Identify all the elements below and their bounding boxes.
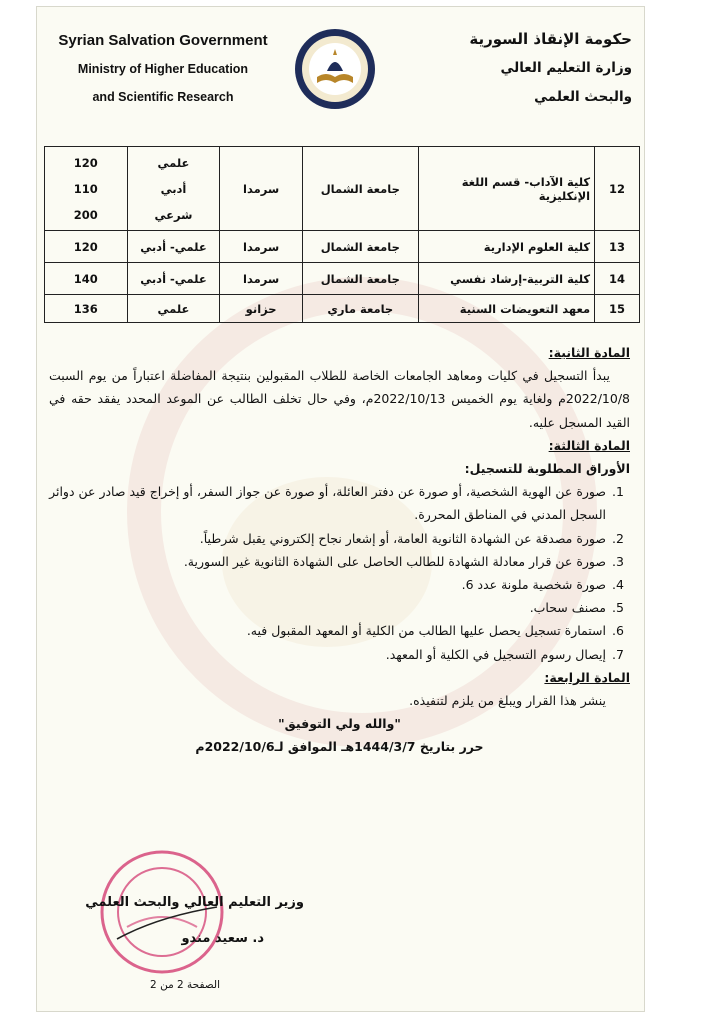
branch-types — [127, 295, 220, 323]
branch-types-line: علمي — [157, 301, 190, 316]
branch-types-line: شرعي — [154, 207, 193, 222]
city-name: سرمدا — [220, 147, 302, 231]
min-score-line: 120 — [73, 155, 98, 170]
en-ministry-name: Ministry of Higher Education — [77, 62, 249, 76]
article4-text: ينشر هذا القرار ويبلغ من يلزم لتنفيذه. — [409, 693, 606, 709]
list-item: 4. صورة شخصية ملونة عدد 6. — [49, 573, 608, 596]
arabic-letterhead — [402, 25, 632, 112]
article2-text: يبدأ التسجيل في كليات ومعاهد الجامعات الخاصة للطلاب المقبولين بنتيجة المفاضلة اعتباراً من يوم السبت 2022/10/8م ولغاية يوم الخميس 2022/10/13م، وفي حال تخلف الطالب عن الموعد المحدد يفقد حقه في القيد المسجل عليه. — [49, 368, 630, 430]
english-letterhead — [43, 27, 283, 111]
row-number: 14 — [595, 263, 640, 295]
min-score — [45, 295, 128, 323]
list-item: 6. استمارة تسجيل يحصل عليها الطالب من الكلية أو المعهد المقبول فيه. — [49, 619, 608, 642]
ministry-logo-icon — [293, 27, 377, 111]
faculty-name: كلية العلوم الإدارية — [418, 231, 594, 263]
university-name: جامعة الشمال — [302, 231, 418, 263]
decision-body — [49, 341, 630, 759]
en-ministry-name-cont: and Scientific Research — [92, 90, 234, 104]
faculty-name: معهد التعويضات السنية — [418, 295, 594, 323]
table-row — [45, 231, 640, 263]
university-name: جامعة الشمال — [302, 263, 418, 295]
city-name: سرمدا — [220, 263, 302, 295]
ar-ministry-name: وزارة التعليم العالي — [500, 60, 632, 76]
ar-government-name: حكومة الإنقاذ السورية — [469, 30, 632, 48]
city-name: حزانو — [220, 295, 302, 323]
branch-types — [127, 147, 220, 231]
faculty-name: كلية التربية-إرشاد نفسي — [418, 263, 594, 295]
closing-phrase: "والله ولي التوفيق" — [278, 716, 401, 732]
list-item: 7. إيصال رسوم التسجيل في الكلية أو المعهد. — [49, 643, 608, 666]
branch-types — [127, 231, 220, 263]
min-score — [45, 147, 128, 231]
row-number: 12 — [595, 147, 640, 231]
page-number: الصفحة 2 من 2 — [150, 979, 220, 991]
admissions-table — [44, 146, 640, 323]
table-row — [45, 295, 640, 323]
branch-types-line: علمي — [157, 155, 190, 170]
issue-date: حرر بتاريخ 1444/3/7هـ الموافق لـ2022/10/6م — [195, 739, 484, 755]
branch-types-line: أدبي — [160, 181, 187, 196]
list-item: 5. مصنف سحاب. — [49, 596, 608, 619]
article4-heading: المادة الرابعة: — [544, 669, 630, 685]
article3-heading: المادة الثالثة: — [548, 437, 630, 453]
minister-name: د. سعيد مندو — [181, 931, 264, 946]
min-score-line: 200 — [73, 207, 98, 222]
row-number: 13 — [595, 231, 640, 263]
branch-types-line: علمي- أدبي — [140, 239, 207, 254]
university-name: جامعة الشمال — [302, 147, 418, 231]
article2-heading: المادة الثانية: — [548, 345, 630, 360]
table-row — [45, 147, 640, 231]
min-score-line: 110 — [73, 181, 98, 196]
list-item: 1. صورة عن الهوية الشخصية، أو صورة عن دفتر العائلة، أو صورة عن جواز السفر، أو إخراج قيد صادر عن دوائر السجل المدني في المناطق المحررة. — [49, 480, 608, 526]
min-score — [45, 231, 128, 263]
required-documents-list — [49, 480, 630, 666]
list-item: 3. صورة عن قرار معادلة الشهادة للطالب الحاصل على الشهادة الثانوية غير السورية. — [49, 550, 608, 573]
document-page — [36, 6, 645, 1012]
ar-ministry-name-cont: والبحث العلمي — [534, 89, 632, 105]
branch-types — [127, 263, 220, 295]
list-item: 2. صورة مصدقة عن الشهادة الثانوية العامة، أو إشعار نجاح إلكتروني يقبل شرطياً. — [49, 527, 608, 550]
min-score-line: 140 — [73, 271, 98, 286]
university-name: جامعة ماري — [302, 295, 418, 323]
min-score — [45, 263, 128, 295]
en-government-name: Syrian Salvation Government — [58, 32, 268, 49]
min-score-line: 120 — [73, 239, 98, 254]
signature-block — [85, 885, 304, 957]
minister-title: وزير التعليم العالي والبحث العلمي — [85, 895, 304, 910]
article3-subheading: الأوراق المطلوبة للتسجيل: — [464, 461, 630, 477]
min-score-line: 136 — [73, 301, 98, 316]
branch-types-line: علمي- أدبي — [140, 271, 207, 286]
city-name: سرمدا — [220, 231, 302, 263]
row-number: 15 — [595, 295, 640, 323]
faculty-name: كلية الآداب- قسم اللغة الإنكليزية — [418, 147, 594, 231]
table-row — [45, 263, 640, 295]
